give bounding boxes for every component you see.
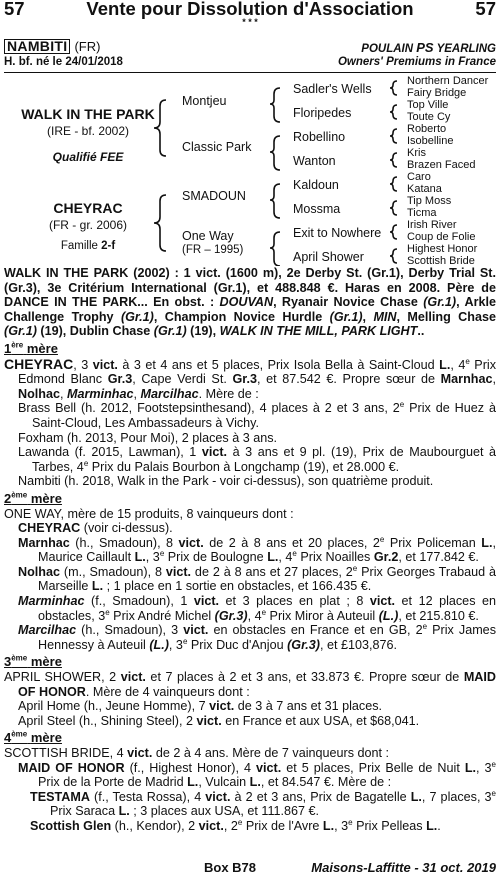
fourth-dam-heading: 4ème mère	[4, 730, 62, 746]
g4-fairy-bridge: Fairy Bridge	[407, 87, 467, 99]
g3-robellino: Robellino	[293, 130, 346, 144]
horse-origin: (FR)	[74, 39, 101, 54]
scottish-bride-entry: SCOTTISH BRIDE, 4 vict. de 2 à 4 ans. Mère de 7 vainqueurs dont :	[4, 746, 390, 760]
header-stars: * * *	[242, 17, 258, 27]
bracket-g4-7	[390, 225, 397, 239]
nolhac-entry: Nolhac (m., Smadoun), 8 vict. de 2 à 8 ans et 27 places, 2e Prix Georges Trabaud à Marseille L. ; 1 place en 1 sortie en obstacles, et 166.435 €.	[18, 563, 496, 594]
owners-premiums: Owners' Premiums in France	[337, 56, 496, 68]
g3-kaldoun: Kaldoun	[293, 178, 339, 192]
g3-wanton: Wanton	[293, 154, 336, 168]
g4-northern-dancer: Northern Dancer	[407, 75, 489, 87]
horse-type-prefix: POULAIN	[361, 43, 414, 55]
foxham-entry: Foxham (h. 2013, Pour Moi), 2 places à 3 ans.	[18, 430, 278, 445]
g4-roberto: Roberto	[407, 123, 447, 135]
bracket-g4-5	[390, 177, 397, 191]
horse-birth: H. bf. né le 24/01/2018	[4, 56, 123, 68]
horse-title-line	[4, 38, 496, 54]
g4-scottish-bride: Scottish Bride	[407, 255, 475, 267]
second-dam-heading: 2ème mère	[4, 490, 62, 506]
brass-bell-entry: Brass Bell (h. 2012, Footstepsinthesand), 4 places à 2 et 3 ans, 2e Prix de Huez à Saint-Cloud, Les Ambassadeurs à Vichy.	[18, 400, 496, 430]
g4-toute-cy: Toute Cy	[407, 111, 451, 123]
g4-caro: Caro	[407, 171, 431, 183]
g3-sadlers-wells: Sadler's Wells	[293, 82, 372, 96]
april-steel-entry: April Steel (h., Shining Steel), 2 vict. en France et aux USA, et $68,041.	[18, 713, 420, 728]
sale-location-date: Maisons-Laffitte - 31 oct. 2019	[311, 860, 496, 875]
g4-kris: Kris	[407, 147, 426, 159]
header-separator	[4, 72, 496, 73]
famille	[0, 240, 176, 252]
bracket-smadoun	[270, 184, 280, 218]
g3-floripedes: Floripedes	[293, 106, 352, 120]
bracket-montjeu	[270, 88, 280, 122]
g4-katana: Katana	[407, 183, 442, 195]
dam-details: (FR - gr. 2006)	[48, 218, 128, 232]
cheyrac-entry: CHEYRAC, 3 vict. à 3 et 4 ans et 5 places, Prix Isola Bella à Saint-Cloud L., 4e Prix Edmond Blanc Gr.3, Cape Verdi St. Gr.3, et 87.542 €. Propre sœur de Marnhac, Nolhac, Marminhac, Marcilhac. Mère de :	[4, 355, 496, 401]
sire-name: WALK IN THE PARK	[21, 106, 155, 122]
sale-title: Vente pour Dissolution d'Association	[86, 0, 414, 19]
sire-details: (IRE - bf. 2002)	[46, 124, 130, 138]
bracket-g4-1	[390, 81, 397, 95]
bracket-g4-8	[390, 249, 397, 263]
marminhac-entry: Marminhac (f., Smadoun), 1 vict. et 3 places en plat ; 8 vict. et 12 places en obstacles, 3e Prix André Michel (Gr.3), 4e Prix Miror à Auteuil (L.), et 215.810 €.	[18, 594, 497, 623]
famille-value: 2-f	[101, 240, 116, 252]
horse-type-suffix: YEARLING	[436, 43, 496, 55]
box-number: Box B78	[204, 860, 257, 875]
sire-qualification: Qualifié FEE	[52, 150, 124, 164]
famille-prefix: Famille	[60, 240, 98, 252]
bracket-g4-4	[390, 153, 397, 167]
marcilhac-entry: Marcilhac (h., Smadoun), 3 vict. en obstacles en France et en GB, 2e Prix James Hennessy à Auteuil (L.), 3e Prix Duc d'Anjou (Gr.3), et £103,876.	[18, 622, 496, 652]
g4-isobelline: Isobelline	[407, 135, 454, 147]
bracket-g4-2	[390, 105, 397, 119]
maid-of-honor-entry: MAID OF HONOR (f., Highest Honor), 4 vict. et 5 places, Prix Belle de Nuit L., 3e Prix de la Porte de Madrid L., Vulcain L., et 84.547 €. Mère de :	[18, 759, 496, 790]
g4-tip-moss: Tip Moss	[407, 195, 452, 207]
g2-classic-park: Classic Park	[182, 140, 252, 154]
horse-type-ps: PS	[416, 40, 434, 55]
april-shower-entry: APRIL SHOWER, 2 vict. et 7 places à 2 et 3 ans, et 33.873 €. Propre sœur de MAID OF HONOR. Mère de 4 vainqueurs dont :	[4, 670, 496, 699]
g4-irish-river: Irish River	[407, 219, 457, 231]
g4-brazen-faced: Brazen Faced	[407, 159, 476, 171]
horse-type	[361, 40, 496, 55]
g4-ticma: Ticma	[407, 207, 437, 219]
bracket-classic-park	[270, 136, 280, 170]
g2-montjeu: Montjeu	[182, 94, 227, 108]
horse-subtitle-line	[4, 56, 496, 70]
lot-number-left: 57	[4, 0, 25, 19]
lawanda-entry: Lawanda (f. 2015, Lawman), 1 vict. à 3 ans et 9 pl. (19), Prix de Maubourguet à Tarbes, 4e Prix du Palais Bourbon à Longchamp (19), et 28.000 €.	[18, 445, 496, 474]
pedigree-table	[0, 74, 500, 266]
g4-top-ville: Top Ville	[407, 99, 449, 111]
page-footer	[4, 860, 496, 876]
first-dam-heading: 1ère mère	[4, 340, 58, 356]
third-dam-heading: 3ème mère	[4, 654, 62, 670]
g3-april-shower: April Shower	[293, 250, 364, 264]
g2-one-way: One Way	[182, 229, 234, 243]
marnhac-entry: Marnhac (h., Smadoun), 8 vict. de 2 à 8 ans et 20 places, 2e Prix Policeman L., Maurice Caillault L., 3e Prix de Boulogne L., 4e Prix Noailles Gr.2, et 177.842 €.	[18, 534, 496, 565]
cheyrac-ref-entry: CHEYRAC (voir ci-dessus).	[18, 521, 173, 536]
g3-mossma: Mossma	[293, 202, 341, 216]
scottish-glen-entry: Scottish Glen (h., Kendor), 2 vict., 2e Prix de l'Avre L., 3e Prix Pelleas L..	[30, 817, 441, 833]
bracket-g4-6	[390, 201, 397, 215]
testama-entry: TESTAMA (f., Testa Rossa), 4 vict. à 2 et 3 ans, Prix de Bagatelle L., 7 places, 3e Prix Saraca L. ; 3 places aux USA, et 111.867 €.	[30, 788, 496, 819]
horse-name: NAMBITI	[4, 39, 70, 54]
april-home-entry: April Home (h., Jeune Homme), 7 vict. de 3 à 7 ans et 31 places.	[18, 699, 383, 714]
g2-one-way-details: (FR – 1995)	[182, 244, 244, 256]
g4-highest-honor: Highest Honor	[407, 243, 478, 255]
g2-smadoun: SMADOUN	[182, 189, 246, 203]
one-way-entry: ONE WAY, mère de 15 produits, 8 vainqueurs dont :	[4, 506, 294, 521]
g3-exit-to-nowhere: Exit to Nowhere	[293, 226, 382, 240]
bracket-one-way	[270, 232, 280, 266]
g4-coup-de-folie: Coup de Folie	[407, 231, 476, 243]
nambiti-entry: Nambiti (h. 2018, Walk in the Park - voir ci-dessus), son quatrième produit.	[18, 474, 434, 489]
page-header	[4, 0, 496, 27]
sire-paragraph: WALK IN THE PARK (2002) : 1 vict. (1600 m), 2e Derby St. (Gr.1), Derby Trial St. (Gr.3), 3e Critérium International (Gr.1), et 488.848 €. Haras en 2008. Père de DANCE IN THE PARK... En obst. : DOUVAN, Ryanair Novice Chase (Gr.1), Arkle Challenge Trophy (Gr.1), Champion Novice Hurdle (Gr.1), MIN, Melling Chase (Gr.1) (19), Dublin Chase (Gr.1) (19), WALK IN THE MILL, PARK LIGHT..	[4, 266, 496, 339]
produce-record	[4, 266, 496, 834]
bracket-g4-3	[390, 129, 397, 143]
dam-name: CHEYRAC	[53, 200, 123, 216]
lot-number-right: 57	[475, 0, 496, 19]
